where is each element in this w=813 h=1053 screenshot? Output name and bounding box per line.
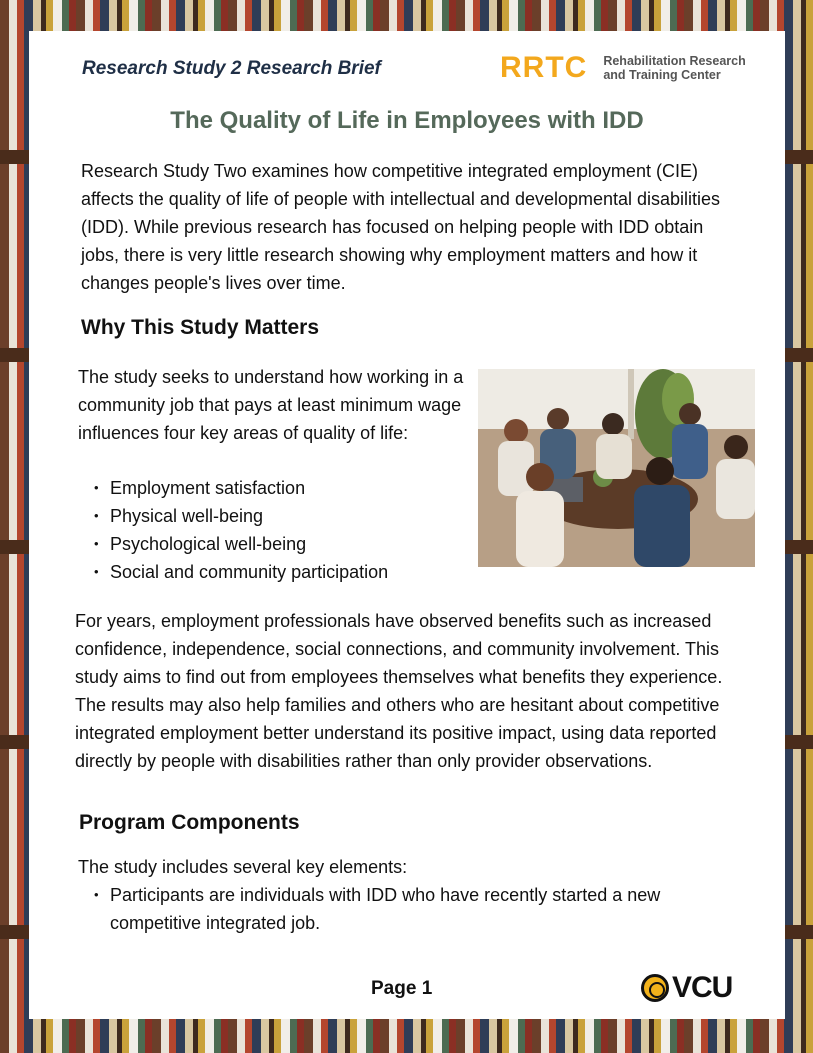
vcu-seal-icon bbox=[641, 974, 669, 1002]
page-title: The Quality of Life in Employees with IDD bbox=[170, 107, 644, 134]
brief-title: Research Study 2 Research Brief bbox=[82, 58, 381, 79]
list-item: • Participants are individuals with IDD who have recently started a new competitive integrated job. bbox=[78, 881, 718, 937]
rrtc-logo-line2: and Training Center bbox=[603, 68, 721, 82]
group-meeting-photo bbox=[478, 369, 755, 567]
page-number: Page 1 bbox=[371, 978, 433, 999]
list-item: • Physical well-being bbox=[78, 502, 388, 530]
list-item: • Psychological well-being bbox=[78, 530, 388, 558]
intro-paragraph: Research Study Two examines how competitive integrated employment (CIE) affects the quality of life of people with intellectual and developmental disabilities (IDD). While previous research has focused on helping people with IDD obtain jobs, there is very little research showing why employment matters and how it changes people's lives over time. bbox=[81, 161, 721, 293]
why-heading: Why This Study Matters bbox=[81, 316, 320, 339]
program-heading: Program Components bbox=[79, 811, 300, 834]
benefits-paragraph: For years, employment professionals have observed benefits such as increased confidence, independence, social connections, and community involvement. This study aims to find out from employees themselves what benefits they experience. The results may also help families and others who are hesitant about competitive integrated employment better understand its positive impact, using data reported directly by people with disabilities rather than only provider observations. bbox=[75, 611, 723, 771]
why-paragraph: The study seeks to understand how working in a community job that pays at least minimum wage influences four key areas of quality of life: bbox=[78, 367, 464, 443]
vcu-logo bbox=[641, 973, 732, 1003]
rrtc-logo-line1: Rehabilitation Research bbox=[603, 54, 746, 68]
program-paragraph: The study includes several key elements: bbox=[78, 857, 408, 877]
rrtc-logo-mark: RRTC bbox=[500, 51, 588, 84]
list-item: • Employment satisfaction bbox=[78, 474, 388, 502]
vcu-logo-text: VCU bbox=[672, 971, 733, 1004]
rrtc-logo-text bbox=[603, 54, 753, 82]
quality-areas-list bbox=[78, 474, 388, 586]
list-item: • Social and community participation bbox=[78, 558, 388, 586]
program-list bbox=[78, 881, 718, 937]
document-page bbox=[29, 31, 785, 1019]
rrtc-logo bbox=[500, 51, 753, 85]
